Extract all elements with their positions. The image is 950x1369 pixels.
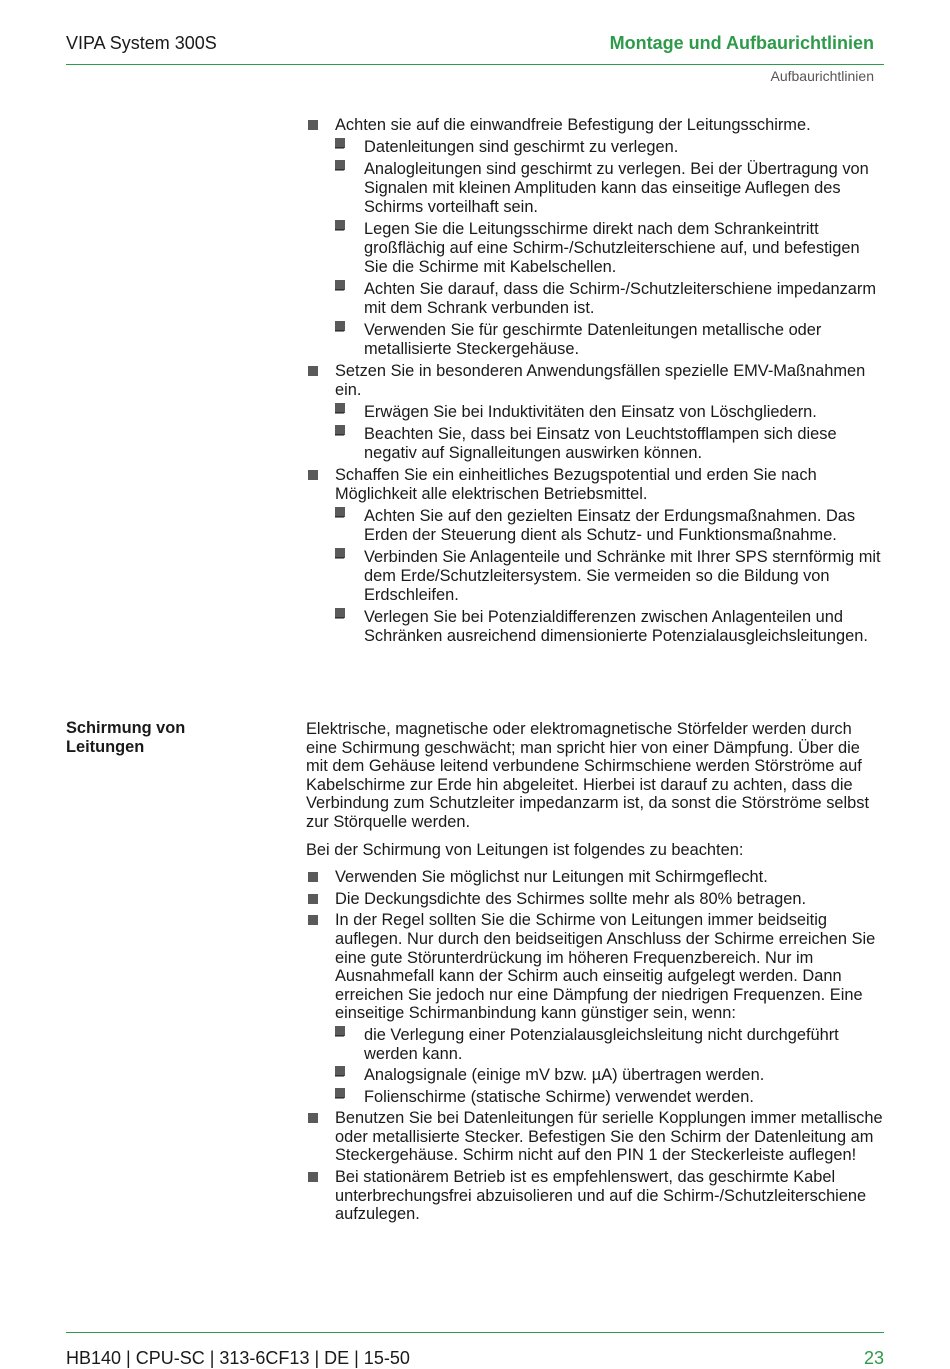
sub-item <box>335 608 886 646</box>
intro-paragraph: Elektrische, magnetische oder elektromagnetische Störfelder werden durch eine Schirmung geschwächt; man spricht hier von einer Dämpfung. Über die mit dem Gehäuse leitend verbundene Schirmschiene werden Störströme auf Kabelschirme zur Erde hin abgeleitet. Hierbei ist darauf zu achten, dass die Verbindung zum Schutzleiter impedanzarm ist, da sonst die Störströme selbst zur Störquelle werden. <box>306 720 870 831</box>
dash-marker: – <box>335 403 345 421</box>
dash-marker: – <box>335 425 345 443</box>
sub-item-text: Folienschirme (statische Schirme) verwendet werden. <box>364 1087 754 1106</box>
sub-item <box>335 403 886 422</box>
list-item <box>306 362 886 463</box>
list-item-text: Verwenden Sie möglichst nur Leitungen mit Schirmgeflecht. <box>335 868 768 887</box>
footer-doc-id: HB140 | CPU-SC | 313-6CF13 | DE | 15-50 <box>66 1348 410 1368</box>
dash-marker: – <box>335 280 345 298</box>
dash-marker: – <box>335 608 345 626</box>
sub-item <box>335 507 886 545</box>
sub-item <box>335 220 886 277</box>
dash-marker: – <box>335 321 345 339</box>
header-section-title: Aufbaurichtlinien <box>770 68 874 84</box>
sub-item-text: die Verlegung einer Potenzialausgleichsleitung nicht durchgeführt werden kann. <box>364 1025 839 1063</box>
list-item <box>306 890 886 909</box>
sub-item <box>335 321 886 359</box>
list-item <box>306 466 886 646</box>
lead-paragraph: Bei der Schirmung von Leitungen ist folgendes zu beachten: <box>306 840 744 859</box>
sub-item-text: Verwenden Sie für geschirmte Datenleitungen metallische oder metallisierte Steckergehäuse. <box>364 321 822 358</box>
footer-rule <box>66 1332 884 1333</box>
sub-item <box>335 425 886 463</box>
list-item-text: In der Regel sollten Sie die Schirme von Leitungen immer beidseitig auflegen. Nur durch den beidseitigen Anschluss der Schirme erreichen Sie eine gute Störunterdrückung im höheren Frequenzbereich. Nur im Ausnahmefall kann der Schirm auch einseitig aufgelegt werden. Dann erreichen Sie jedoch nur eine Dämpfung der niedrigen Frequenzen. Eine einseitige Schirmanbindung kann günstiger sein, wenn: <box>335 911 876 1023</box>
list-item-text: Die Deckungsdichte des Schirmes sollte mehr als 80% betragen. <box>335 889 807 908</box>
sub-item-text: Erwägen Sie bei Induktivitäten den Einsatz von Löschgliedern. <box>364 403 817 421</box>
bullet-square-icon <box>308 915 318 925</box>
sub-item-text: Datenleitungen sind geschirmt zu verlegen. <box>364 138 679 156</box>
sub-item-text: Legen Sie die Leitungsschirme direkt nach dem Schrankeintritt großflächig auf eine Schirm-/Schutzleiterschiene auf, und befestigen Sie die Schirme mit Kabelschellen. <box>364 220 860 276</box>
sub-item <box>335 280 886 318</box>
sub-item <box>335 548 886 605</box>
list-item-text: Achten sie auf die einwandfreie Befestigung der Leitungsschirme. <box>335 116 811 134</box>
dash-marker: – <box>335 548 345 566</box>
sub-item <box>335 1026 886 1063</box>
list-item-text: Setzen Sie in besonderen Anwendungsfällen spezielle EMV-Maßnahmen ein. <box>335 362 866 399</box>
guideline-list <box>306 116 886 649</box>
header-doc-title: VIPA System 300S <box>66 33 217 53</box>
list-item <box>306 868 886 887</box>
shielding-section <box>306 720 886 1227</box>
section-heading: Schirmung von Leitungen <box>66 719 186 756</box>
list-item <box>306 1109 886 1165</box>
sub-item-text: Analogsignale (einige mV bzw. µA) übertragen werden. <box>364 1066 765 1085</box>
dash-marker: – <box>335 220 345 238</box>
dash-marker: – <box>335 138 345 156</box>
sub-item <box>335 138 886 157</box>
bullet-square-icon <box>308 894 318 904</box>
list-item <box>306 1168 886 1224</box>
page-number: 23 <box>863 1348 884 1368</box>
sub-item-text: Achten Sie darauf, dass die Schirm-/Schutzleiterschiene impedanzarm mit dem Schrank verbunden ist. <box>364 280 876 317</box>
sub-item <box>335 1088 886 1107</box>
dash-marker: – <box>335 160 345 178</box>
sub-item-text: Analogleitungen sind geschirmt zu verlegen. Bei der Übertragung von Signalen mit kleinen Amplituden kann das einseitige Auflegen des Schirms vorteilhaft sein. <box>364 160 869 216</box>
sub-item-text: Achten Sie auf den gezielten Einsatz der Erdungsmaßnahmen. Das Erden der Steuerung dient als Schutz- und Funktionsmaßnahme. <box>364 507 856 544</box>
bullet-square-icon <box>308 120 318 130</box>
sub-item-text: Verbinden Sie Anlagenteile und Schränke mit Ihrer SPS sternförmig mit dem Erde/Schutzleitersystem. Sie vermeiden so die Bildung von Erdschleifen. <box>364 548 881 604</box>
list-item-text: Benutzen Sie bei Datenleitungen für serielle Kopplungen immer metallische oder metallisierte Stecker. Befestigen Sie den Schirm der Datenleitung am Steckergehäuse. Schirm nicht auf den PIN 1 der Steckerleiste auflegen! <box>335 1109 883 1165</box>
dash-marker: – <box>335 1066 345 1085</box>
header-rule <box>66 64 884 65</box>
bullet-square-icon <box>308 1113 318 1123</box>
list-item <box>306 911 886 1106</box>
dash-marker: – <box>335 1087 345 1106</box>
list-item-text: Schaffen Sie ein einheitliches Bezugspotential und erden Sie nach Möglichkeit alle elektrischen Betriebsmittel. <box>335 466 817 503</box>
sub-item <box>335 1066 886 1085</box>
bullet-square-icon <box>308 470 318 480</box>
header-chapter-title: Montage und Aufbaurichtlinien <box>609 33 874 53</box>
bullet-square-icon <box>308 1172 318 1182</box>
dash-marker: – <box>335 1025 345 1044</box>
sub-item-text: Verlegen Sie bei Potenzialdifferenzen zwischen Anlagenteilen und Schränken ausreichend dimensionierte Potenzialausgleichsleitungen. <box>364 608 868 645</box>
bullet-square-icon <box>308 366 318 376</box>
list-item-text: Bei stationärem Betrieb ist es empfehlenswert, das geschirmte Kabel unterbrechungsfrei abzuisolieren und auf die Schirm-/Schutzleiterschiene aufzulegen. <box>335 1168 867 1224</box>
list-item <box>306 116 886 359</box>
sub-item-text: Beachten Sie, dass bei Einsatz von Leuchtstofflampen sich diese negativ auf Signalleitungen auswirken können. <box>364 425 837 462</box>
bullet-square-icon <box>308 872 318 882</box>
sub-item <box>335 160 886 217</box>
dash-marker: – <box>335 507 345 525</box>
